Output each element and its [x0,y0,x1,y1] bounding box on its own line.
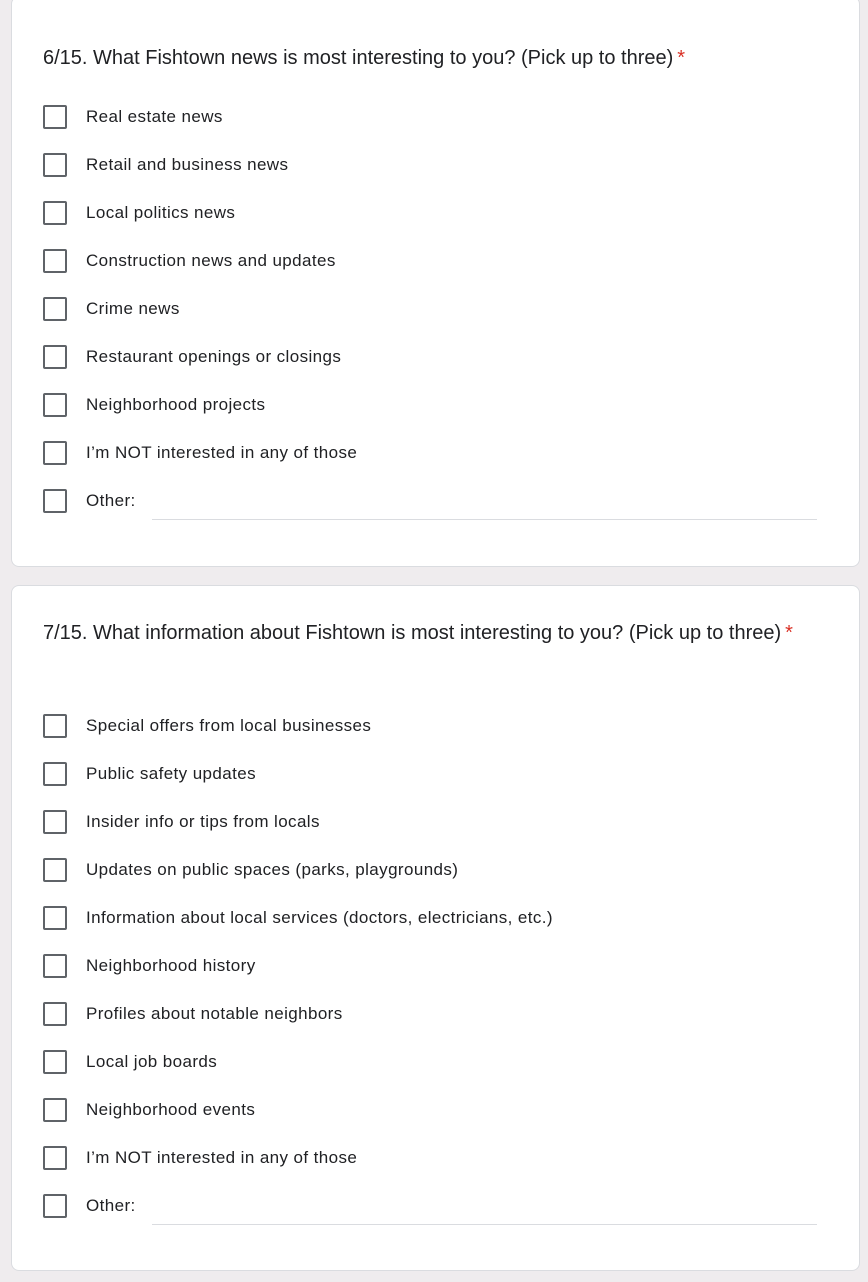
option-label: Public safety updates [86,764,256,783]
option-local-politics-news[interactable] [43,199,817,247]
option-label: Retail and business news [86,155,289,174]
checkbox[interactable] [43,441,67,465]
checkbox[interactable] [43,201,67,225]
checkbox[interactable] [43,1002,67,1026]
other-text-input[interactable] [152,1192,817,1225]
question-card-6 [11,0,860,567]
other-label: Other: [86,491,136,510]
option-label: Insider info or tips from locals [86,812,320,831]
option-public-safety[interactable] [43,760,817,808]
required-asterisk: * [677,47,686,69]
question-title [43,617,799,649]
option-insider-info[interactable] [43,808,817,856]
option-neighborhood-history[interactable] [43,952,817,1000]
option-public-spaces[interactable] [43,856,817,904]
option-label: I’m NOT interested in any of those [86,1148,358,1167]
option-other[interactable] [43,1192,817,1248]
option-not-interested[interactable] [43,1144,817,1192]
option-label: Restaurant openings or closings [86,347,342,366]
option-label: I’m NOT interested in any of those [86,443,358,462]
option-label: Profiles about notable neighbors [86,1004,343,1023]
question-title-text: 6/15. What Fishtown news is most interesting to you? (Pick up to three) [43,47,674,69]
question-title-text: 7/15. What information about Fishtown is most interesting to you? (Pick up to three) [43,622,782,644]
option-neighborhood-events[interactable] [43,1096,817,1144]
option-construction-news[interactable] [43,247,817,295]
option-label: Real estate news [86,107,223,126]
checkbox[interactable] [43,249,67,273]
other-label: Other: [86,1196,136,1215]
checkbox[interactable] [43,1194,67,1218]
option-special-offers[interactable] [43,712,817,760]
checkbox[interactable] [43,954,67,978]
option-label: Crime news [86,299,180,318]
option-retail-business-news[interactable] [43,151,817,199]
checkbox[interactable] [43,762,67,786]
option-other[interactable] [43,487,817,543]
question-card-7 [11,585,860,1271]
checkbox[interactable] [43,393,67,417]
checkbox[interactable] [43,345,67,369]
option-restaurant-openings[interactable] [43,343,817,391]
option-job-boards[interactable] [43,1048,817,1096]
checkbox[interactable] [43,906,67,930]
option-label: Neighborhood history [86,956,256,975]
option-neighbor-profiles[interactable] [43,1000,817,1048]
checkbox[interactable] [43,489,67,513]
option-label: Information about local services (doctors, electricians, etc.) [86,908,553,927]
checkbox[interactable] [43,858,67,882]
checkbox[interactable] [43,297,67,321]
options-list [43,712,817,1248]
option-label: Local politics news [86,203,236,222]
option-label: Special offers from local businesses [86,716,372,735]
option-label: Neighborhood projects [86,395,266,414]
checkbox[interactable] [43,153,67,177]
option-label: Updates on public spaces (parks, playgrounds) [86,860,459,879]
option-crime-news[interactable] [43,295,817,343]
checkbox[interactable] [43,105,67,129]
option-local-services[interactable] [43,904,817,952]
option-real-estate-news[interactable] [43,103,817,151]
options-list [43,103,817,543]
option-neighborhood-projects[interactable] [43,391,817,439]
checkbox[interactable] [43,810,67,834]
checkbox[interactable] [43,714,67,738]
checkbox[interactable] [43,1050,67,1074]
other-text-input[interactable] [152,487,817,520]
option-label: Neighborhood events [86,1100,256,1119]
checkbox[interactable] [43,1146,67,1170]
option-label: Local job boards [86,1052,218,1071]
required-asterisk: * [785,622,793,644]
question-title [43,42,799,74]
checkbox[interactable] [43,1098,67,1122]
option-label: Construction news and updates [86,251,336,270]
option-not-interested[interactable] [43,439,817,487]
